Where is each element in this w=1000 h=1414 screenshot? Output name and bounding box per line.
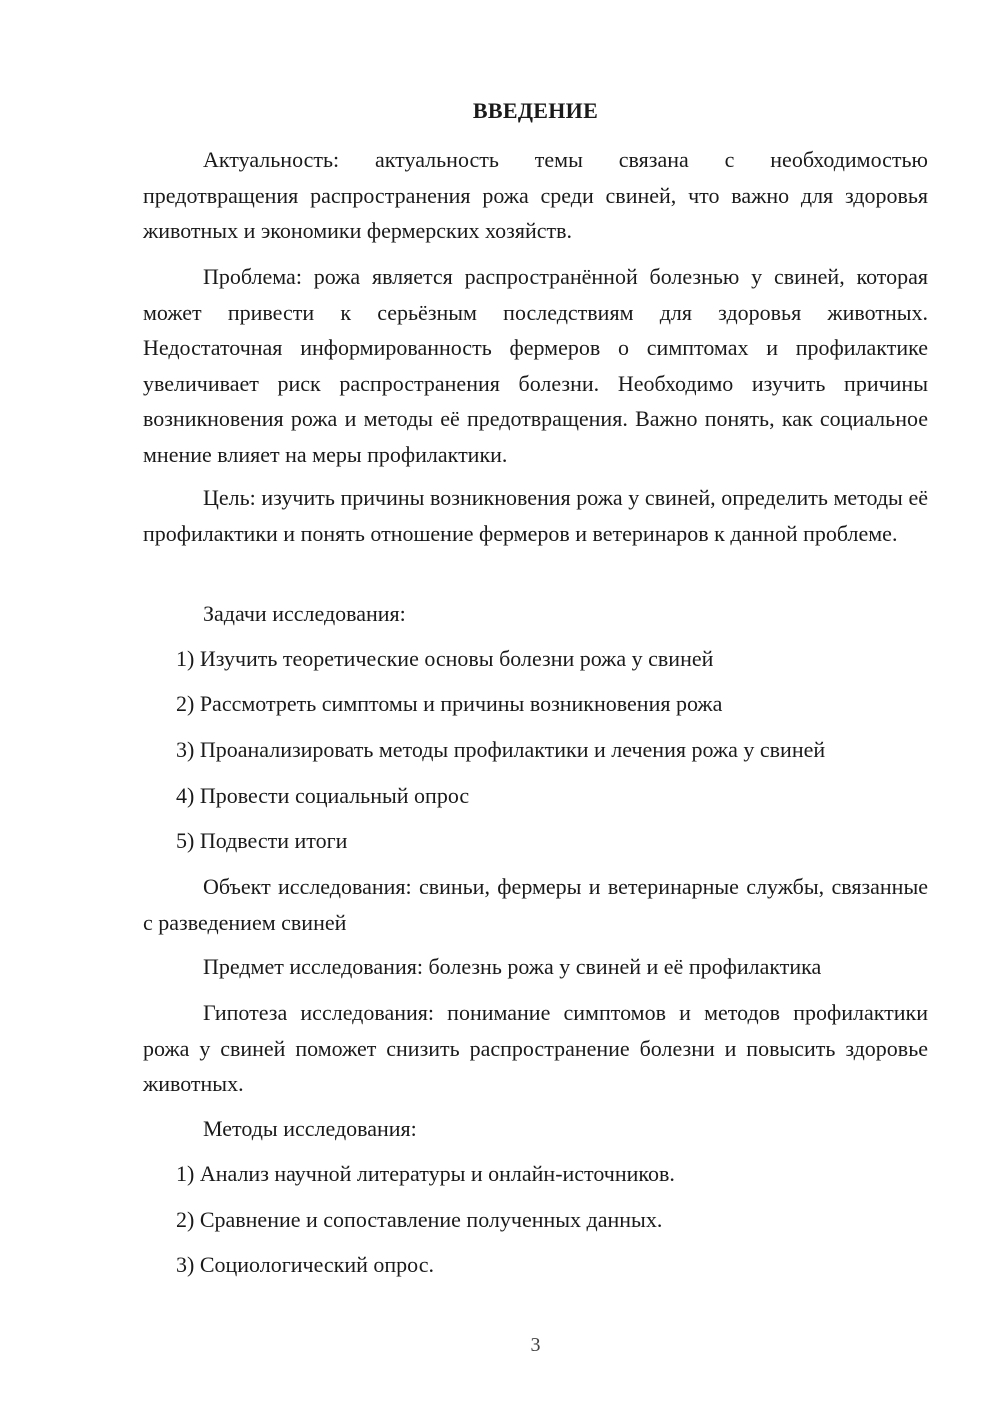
method-item-1-block: [143, 1156, 928, 1192]
subject-paragraph: Предмет исследования: болезнь рожа у свиней и её профилактика: [203, 954, 822, 979]
task-item-4-block: [143, 778, 928, 814]
task-item: 4) Провести социальный опрос: [176, 783, 470, 808]
method-item-3-block: [143, 1247, 928, 1283]
task-item-3-block: [143, 732, 928, 768]
tasks-label-block: [143, 596, 928, 632]
document-page: [143, 0, 928, 1414]
method-item-2-block: [143, 1202, 928, 1238]
goal-block: [143, 480, 928, 551]
task-item-5-block: [143, 823, 928, 859]
hypothesis-block: [143, 995, 928, 1102]
task-item: 5) Подвести итоги: [176, 828, 348, 853]
object-block: [143, 869, 928, 940]
problem-paragraph: Проблема: рожа является распространённой болезнью у свиней, которая может привести к серьёзным последствиям для здоровья животных. Недостаточная информированность фермеров о симптомах и профилактике увеличивает риск распространения болезни. Необходимо изучить причины возникновения рожа и методы её предотвращения. Важно понять, как социальное мнение влияет на меры профилактики.: [143, 264, 928, 467]
method-item: 3) Социологический опрос.: [176, 1252, 434, 1277]
hypothesis-paragraph: Гипотеза исследования: понимание симптомов и методов профилактики рожа у свиней поможет снизить распространение болезни и повысить здоровье животных.: [143, 1000, 928, 1096]
task-item: 1) Изучить теоретические основы болезни рожа у свиней: [176, 646, 714, 671]
page-number: 3: [530, 1334, 541, 1356]
relevance-block: [143, 142, 928, 249]
methods-label: Методы исследования:: [203, 1116, 417, 1141]
tasks-label: Задачи исследования:: [203, 601, 406, 626]
problem-block: [143, 259, 928, 472]
subject-block: [143, 949, 928, 985]
goal-paragraph: Цель: изучить причины возникновения рожа у свиней, определить методы её профилактики и понять отношение фермеров и ветеринаров к данной проблеме.: [143, 485, 928, 546]
method-item: 2) Сравнение и сопоставление полученных данных.: [176, 1207, 663, 1232]
method-item: 1) Анализ научной литературы и онлайн-источников.: [176, 1161, 675, 1186]
task-item: 2) Рассмотреть симптомы и причины возникновения рожа: [176, 691, 723, 716]
relevance-paragraph: Актуальность: актуальность темы связана с необходимостью предотвращения распространения рожа среди свиней, что важно для здоровья животных и экономики фермерских хозяйств.: [143, 147, 928, 243]
task-item: 3) Проанализировать методы профилактики и лечения рожа у свиней: [176, 737, 826, 762]
methods-label-block: [143, 1111, 928, 1147]
task-item-2-block: [143, 686, 928, 722]
task-item-1-block: [143, 641, 928, 677]
object-paragraph: Объект исследования: свиньи, фермеры и ветеринарные службы, связанные с разведением свиней: [143, 874, 928, 935]
section-heading: ВВЕДЕНИЕ: [472, 98, 599, 123]
